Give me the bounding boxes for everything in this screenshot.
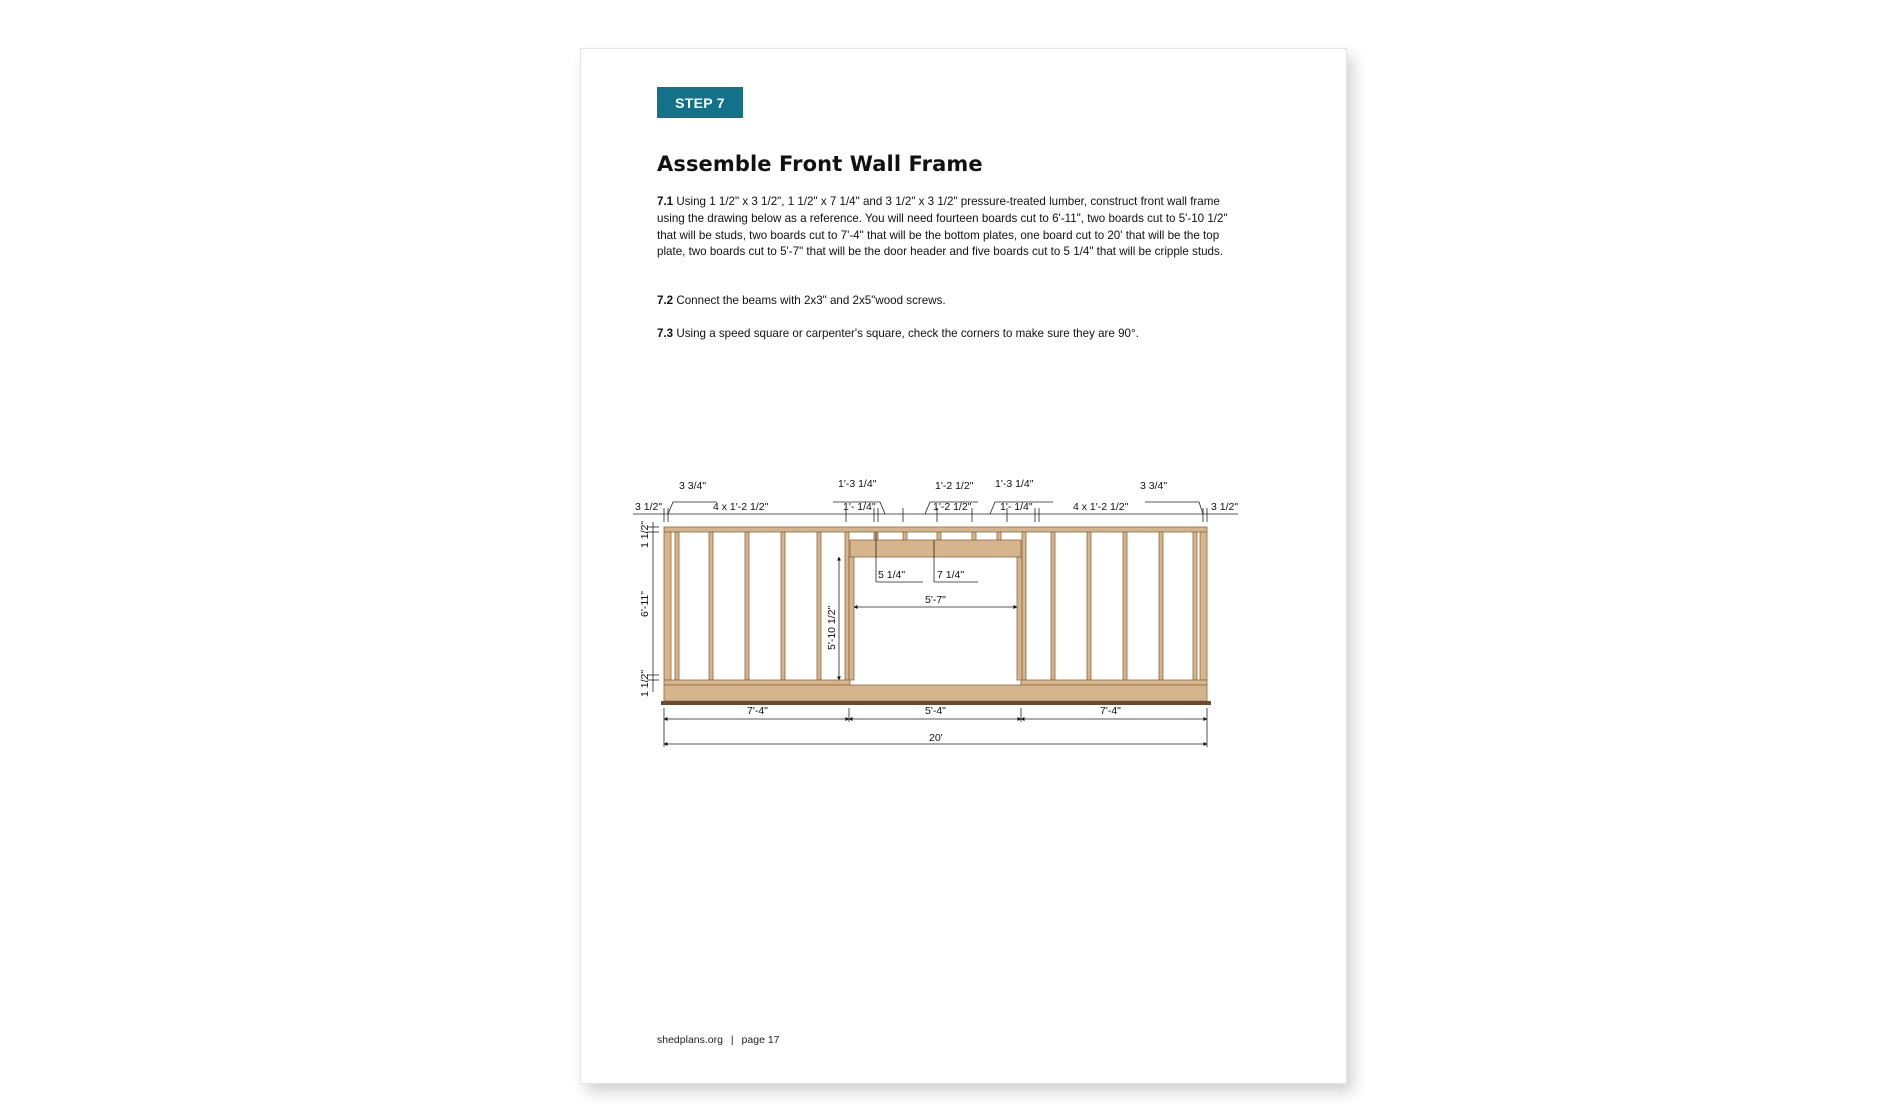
step-number: 7.3 [657, 327, 674, 340]
page-footer [657, 1034, 780, 1046]
dim-label: 5 1/4" [878, 569, 906, 581]
dim-label: 6'-11" [639, 591, 651, 617]
step-paragraph-7-1 [657, 194, 1247, 261]
dim-label: 4 x 1'-2 1/2" [713, 501, 769, 513]
footer-page-number: page 17 [741, 1034, 780, 1046]
dim-label: 5'-7" [925, 594, 946, 606]
footer-separator: | [730, 1034, 734, 1046]
dim-label: 3 3/4" [1140, 480, 1168, 492]
dim-label: 5'-10 1/2" [826, 605, 838, 650]
dim-label: 1'-3 1/4" [995, 478, 1034, 490]
document-page [580, 48, 1347, 1084]
step-text: Connect the beams with 2x3" and 2x5"wood screws. [676, 294, 946, 307]
dim-label: 7 1/4" [937, 569, 965, 581]
dim-label: 1 1/2" [639, 520, 651, 548]
dim-label: 1'-2 1/2" [933, 501, 972, 513]
dim-label: 5'-4" [925, 705, 946, 717]
wall-frame [664, 527, 1207, 701]
step-paragraph-7-2 [657, 293, 1247, 310]
dim-label: 4 x 1'-2 1/2" [1073, 501, 1129, 513]
dim-label: 3 3/4" [679, 480, 707, 492]
dim-label: 7'-4" [1100, 705, 1121, 717]
step-text: Using 1 1/2" x 3 1/2", 1 1/2" x 7 1/4" and 3 1/2" x 3 1/2" pressure-treated lumber, construct front wall frame using the drawing below as a reference. You will need fourteen boards cut to 6'-11", two boards cut to 5'-10 1/2" that will be studs, two boards cut to 7'-4" that will be the bottom plates, one board cut to 20' that will be the top plate, two boards cut to 5'-7" that will be the door header and five boards cut to 5 1/4" that will be cripple studs. [657, 195, 1228, 259]
step-number: 7.1 [657, 195, 674, 208]
dim-label: 1'-3 1/4" [838, 478, 877, 490]
step-text: Using a speed square or carpenter's square, check the corners to make sure they are 90°. [676, 327, 1139, 340]
footer-site: shedplans.org [657, 1034, 723, 1046]
dim-label: 3 1/2" [635, 501, 663, 513]
dim-label: 1 1/2" [639, 669, 651, 697]
dim-label: 1'- 1/4" [843, 501, 876, 513]
dim-label: 1'-2 1/2" [935, 480, 974, 492]
dim-label: 7'-4" [747, 705, 768, 717]
dim-label: 20' [929, 732, 943, 744]
dim-label: 3 1/2" [1211, 501, 1239, 513]
page-title: Assemble Front Wall Frame [657, 152, 983, 176]
dim-label: 1'- 1/4" [1000, 501, 1033, 513]
step-paragraph-7-3 [657, 326, 1247, 343]
front-wall-frame-diagram [633, 422, 1253, 822]
step-number: 7.2 [657, 294, 674, 307]
step-badge: STEP 7 [657, 87, 743, 118]
